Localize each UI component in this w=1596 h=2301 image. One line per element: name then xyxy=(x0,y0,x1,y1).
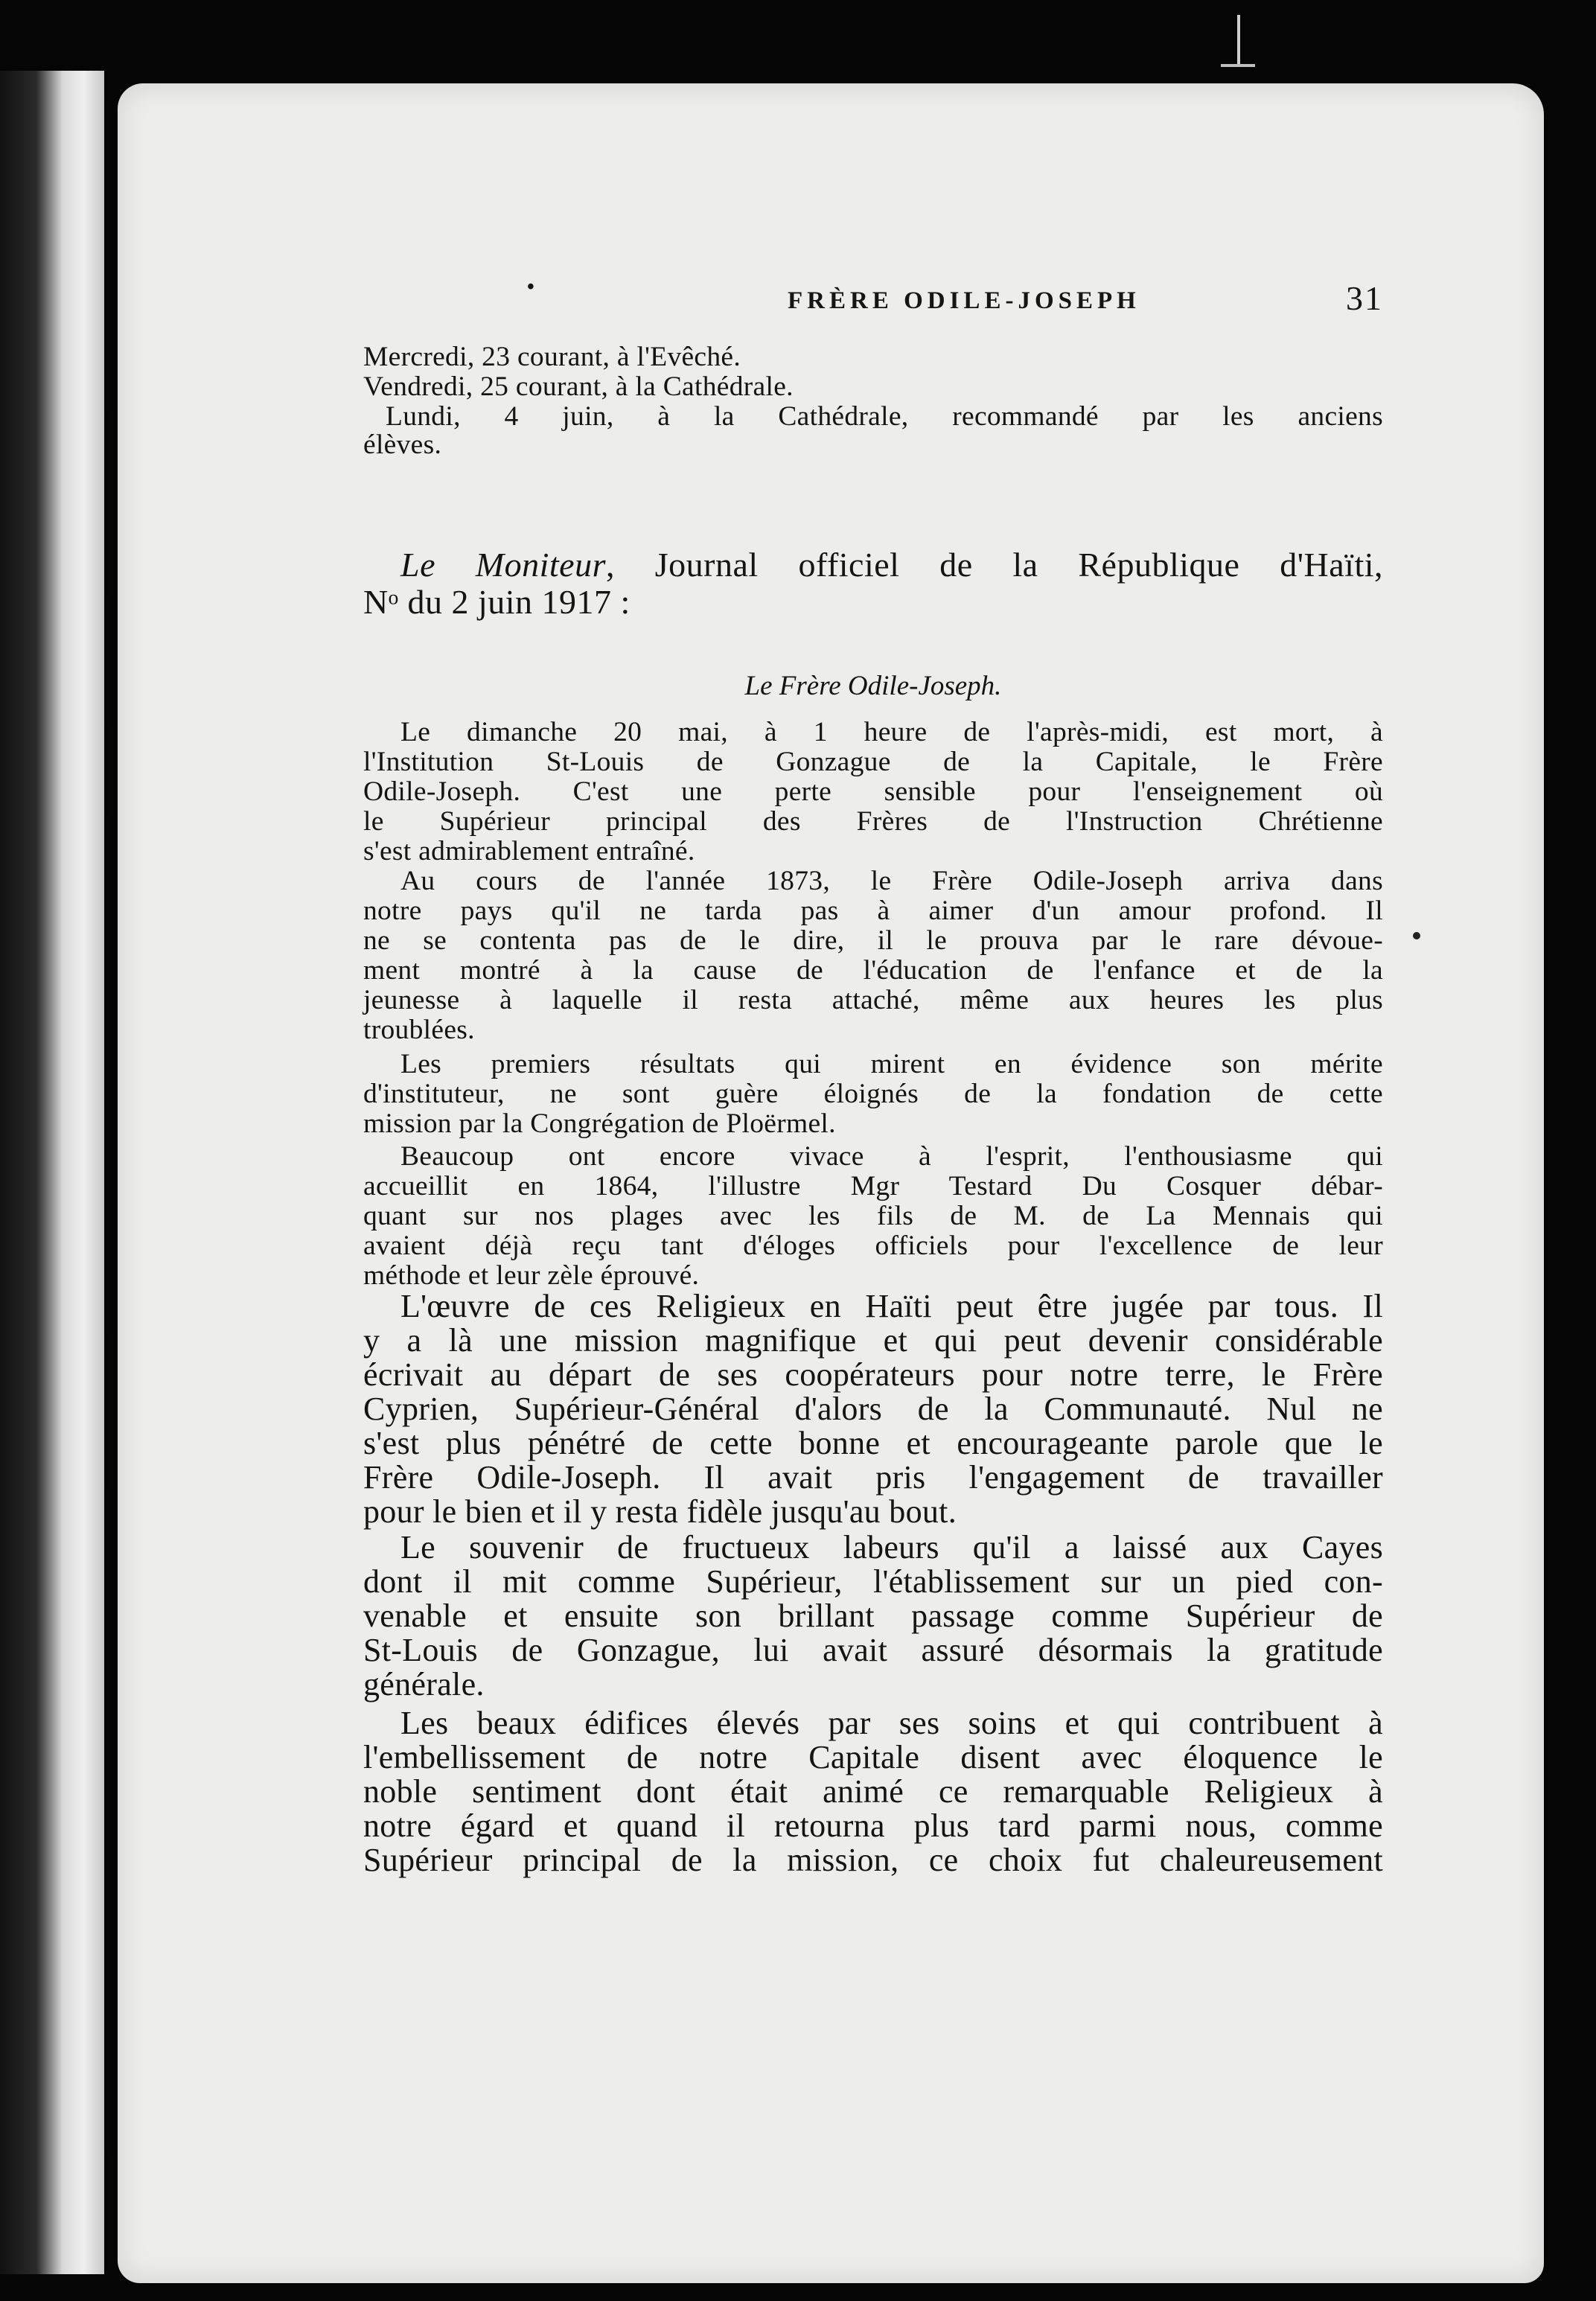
text-line: Odile-Joseph. C'est une perte sensible pour l'enseignement où xyxy=(363,776,1383,807)
text-line: le Supérieur principal des Frères de l'Instruction Chrétienne xyxy=(363,806,1383,837)
text-line: l'embellissement de notre Capitale disent avec éloquence le xyxy=(363,1739,1383,1775)
book-page xyxy=(118,83,1544,2283)
text-line: d'instituteur, ne sont guère éloignés de la fondation de cette xyxy=(363,1079,1383,1109)
text-line: s'est plus pénétré de cette bonne et encourageante parole que le xyxy=(363,1425,1383,1461)
schedule-line: Mercredi, 23 courant, à l'Evêché. xyxy=(363,342,741,372)
citation-line-2: Nᵒ du 2 juin 1917 : xyxy=(363,583,631,621)
edge-shadow xyxy=(104,815,110,1336)
edge-shadow xyxy=(104,100,110,413)
text-line: jeunesse à laquelle il resta attaché, même aux heures les plus xyxy=(363,985,1383,1015)
text-line: notre pays qu'il ne tarda pas à aimer d'un amour profond. Il xyxy=(363,896,1383,926)
text-line: dont il mit comme Supérieur, l'établissement sur un pied con- xyxy=(363,1563,1383,1600)
text-line: St-Louis de Gonzague, lui avait assuré désormais la gratitude xyxy=(363,1632,1383,1668)
schedule-line: Vendredi, 25 courant, à la Cathédrale. xyxy=(363,371,794,402)
text-line: notre égard et quand il retourna plus tard parmi nous, comme xyxy=(363,1807,1383,1844)
citation-rest: , Journal officiel de la République d'Haïti, xyxy=(605,546,1383,584)
edge-shadow xyxy=(104,1485,110,2155)
text-line: l'Institution St-Louis de Gonzague de la Capitale, le Frère xyxy=(363,747,1383,777)
journal-name: Le Moniteur xyxy=(400,546,606,584)
text-line: Frère Odile-Joseph. Il avait pris l'engagement de travailler xyxy=(363,1459,1383,1496)
left-page-edge xyxy=(0,71,104,2274)
text-line: noble sentiment dont était animé ce remarquable Religieux à xyxy=(363,1773,1383,1810)
text-line: quant sur nos plages avec les fils de M. de La Mennais qui xyxy=(363,1201,1383,1231)
text-line: accueillit en 1864, l'illustre Mgr Testard Du Cosquer débar- xyxy=(363,1171,1383,1201)
text-line: Les premiers résultats qui mirent en évidence son mérite xyxy=(400,1049,1383,1079)
margin-dot xyxy=(1413,932,1420,939)
header-dot: • xyxy=(527,275,539,299)
text-line: Cyprien, Supérieur-Général d'alors de la Communauté. Nul ne xyxy=(363,1391,1383,1427)
scan-mark xyxy=(1221,64,1255,67)
running-header xyxy=(393,275,1383,323)
schedule-line: Lundi, 4 juin, à la Cathédrale, recommandé par les anciens xyxy=(386,401,1383,432)
text-line: ne se contenta pas de le dire, il le prouva par le rare dévoue- xyxy=(363,925,1383,956)
running-title: FRÈRE ODILE-JOSEPH xyxy=(788,287,1140,314)
text-line: ment montré à la cause de l'éducation de l'enfance et de la xyxy=(363,955,1383,986)
text-line: venable et ensuite son brillant passage comme Supérieur de xyxy=(363,1598,1383,1634)
edge-shadow xyxy=(104,592,110,726)
text-line: méthode et leur zèle éprouvé. xyxy=(363,1260,700,1291)
text-line: écrivait au départ de ses coopérateurs pour notre terre, le Frère xyxy=(363,1356,1383,1393)
text-line: Au cours de l'année 1873, le Frère Odile-Joseph arriva dans xyxy=(400,866,1383,896)
scan-mark xyxy=(1237,15,1240,67)
text-line: pour le bien et il y resta fidèle jusqu'au bout. xyxy=(363,1493,957,1530)
page-number: 31 xyxy=(1346,279,1383,317)
text-line: Les beaux édifices élevés par ses soins et qui contribuent à xyxy=(400,1705,1383,1741)
text-line: troublées. xyxy=(363,1015,475,1045)
text-line: avaient déjà reçu tant d'éloges officiels pour l'excellence de leur xyxy=(363,1231,1383,1261)
citation-line-1 xyxy=(400,546,1383,584)
article-title xyxy=(363,671,1383,701)
text-line: Le dimanche 20 mai, à 1 heure de l'après-midi, est mort, à xyxy=(400,717,1383,747)
text-line: s'est admirablement entraîné. xyxy=(363,836,695,867)
text-line: y a là une mission magnifique et qui peut devenir considérable xyxy=(363,1322,1383,1359)
text-line: Beaucoup ont encore vivace à l'esprit, l'enthousiasme qui xyxy=(400,1141,1383,1172)
schedule-line: élèves. xyxy=(363,430,442,460)
text-line: Supérieur principal de la mission, ce choix fut chaleureusement xyxy=(363,1842,1383,1878)
text-line: Le souvenir de fructueux labeurs qu'il a laissé aux Cayes xyxy=(400,1529,1383,1566)
text-line: L'œuvre de ces Religieux en Haïti peut être jugée par tous. Il xyxy=(400,1288,1383,1324)
article-title-text: Le Frère Odile-Joseph. xyxy=(744,671,1002,701)
text-line: générale. xyxy=(363,1666,485,1702)
text-line: mission par la Congrégation de Ploërmel. xyxy=(363,1108,836,1139)
